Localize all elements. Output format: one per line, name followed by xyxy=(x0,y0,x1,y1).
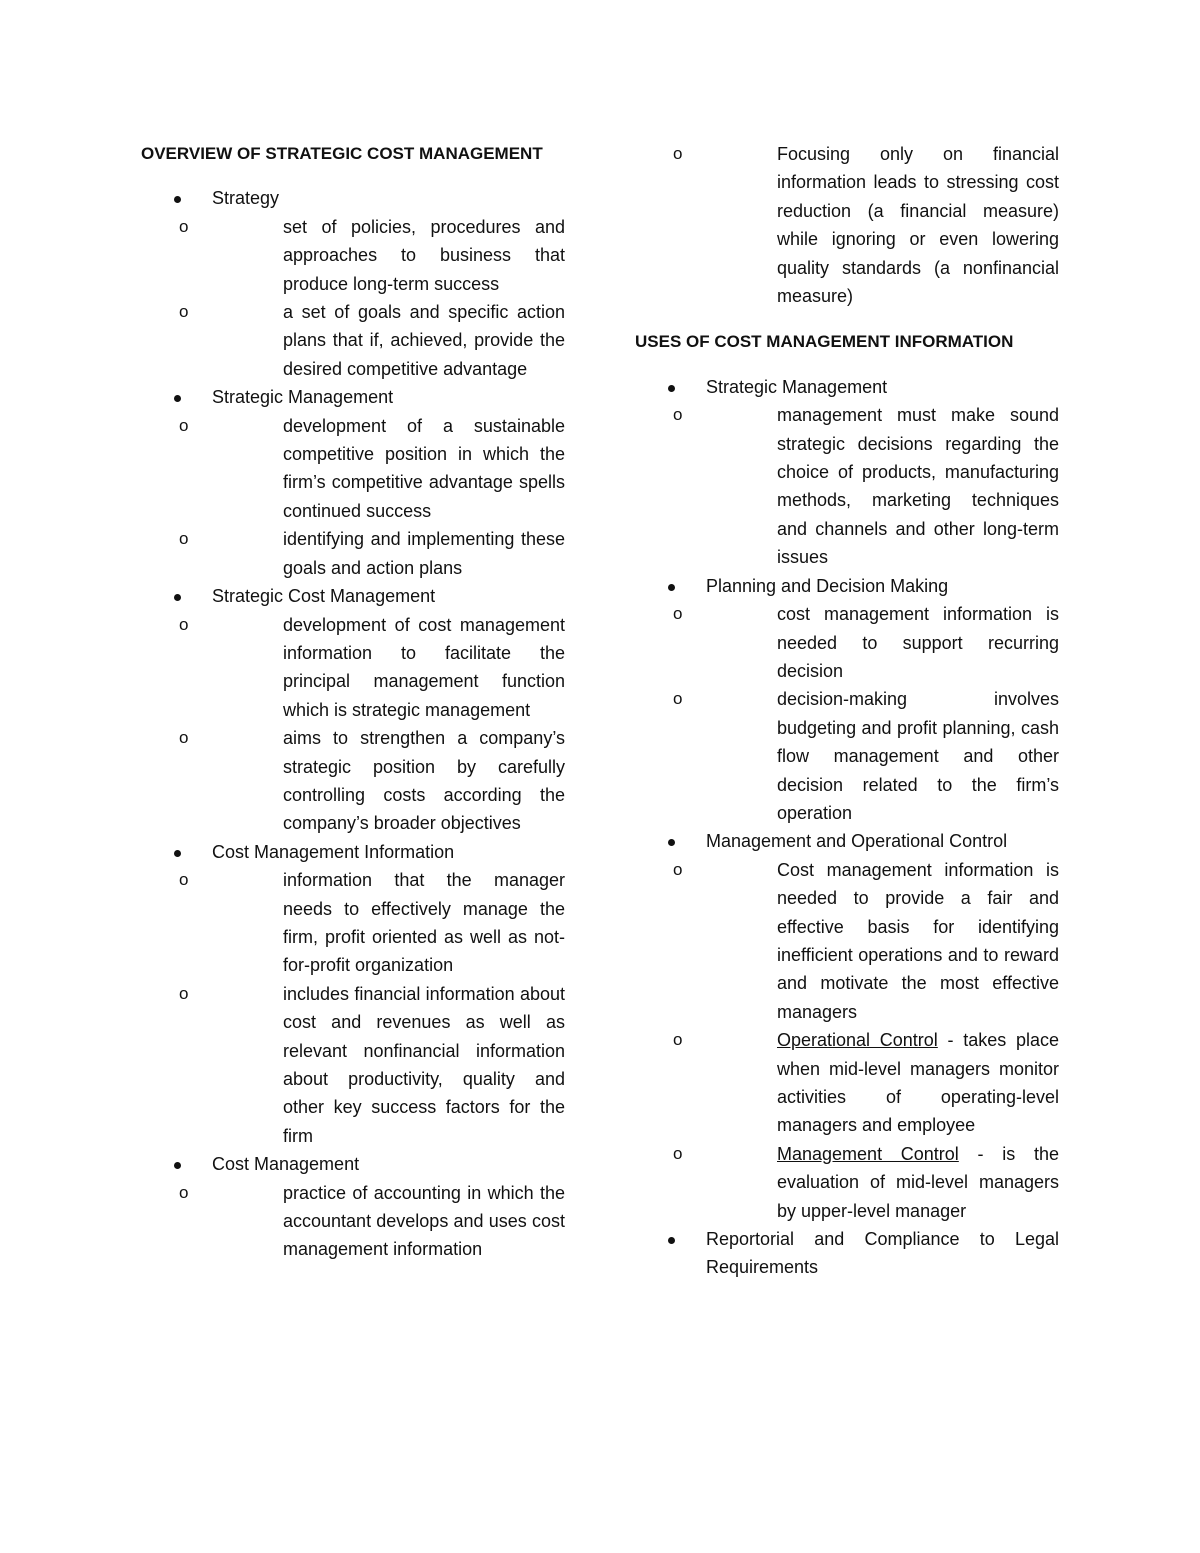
uses-list xyxy=(635,373,1059,1282)
sub-list-item xyxy=(635,856,1059,1026)
circle-bullet-icon: o xyxy=(179,870,189,890)
list-item-label: Reportorial and Compliance to Legal Requirements xyxy=(706,1229,1059,1278)
sub-item-text: includes financial information about cost and revenues as well as relevant nonfinancial information about productivity, quality and other key success factors for the firm xyxy=(283,983,565,1146)
circle-bullet-icon: o xyxy=(179,983,189,1003)
sub-list xyxy=(179,611,565,838)
list-item-label: Cost Management Information xyxy=(212,841,455,862)
list-item-strategy xyxy=(141,184,565,383)
circle-bullet-icon: o xyxy=(673,1030,683,1050)
defined-term: Operational Control xyxy=(777,1030,938,1051)
circle-bullet-icon: o xyxy=(673,604,683,624)
circle-bullet-icon: o xyxy=(179,1182,189,1202)
list-item-label: Strategic Management xyxy=(212,387,394,408)
circle-bullet-icon: o xyxy=(179,302,189,322)
sub-item-text: a set of goals and specific action plans that if, achieved, provide the desired competitive advantage xyxy=(283,302,565,379)
bullet-icon xyxy=(174,395,181,402)
list-item-strategic-cost-management xyxy=(141,582,565,838)
bullet-icon xyxy=(174,1162,181,1169)
circle-bullet-icon: o xyxy=(179,728,189,748)
sub-item-text: practice of accounting in which the accountant develops and uses cost management information xyxy=(283,1182,565,1260)
list-item-reportorial-compliance xyxy=(635,1225,1059,1282)
sub-list-item xyxy=(141,525,565,582)
bullet-icon xyxy=(174,850,181,857)
circle-bullet-icon: o xyxy=(673,859,683,879)
list-item-strategic-management xyxy=(141,383,565,582)
sub-item-text: cost management information is needed to support recurring decision xyxy=(777,604,1059,681)
circle-bullet-icon: o xyxy=(179,614,189,634)
sub-list-item xyxy=(635,685,1059,827)
sub-item-text: set of policies, procedures and approaches to business that produce long-term success xyxy=(283,216,565,294)
list-item-management-operational-control xyxy=(635,827,1059,1225)
sub-list-item xyxy=(635,140,1059,310)
sub-item-text: decision-making involves budgeting and profit planning, cash flow management and other decision related to the firm’s operation xyxy=(777,689,1059,823)
sub-list xyxy=(673,856,1059,1225)
sub-item-text: Cost management information is needed to provide a fair and effective basis for identifying inefficient operations and to reward and motivate the most effective managers xyxy=(777,859,1059,1022)
sub-list xyxy=(673,600,1059,827)
list-item-planning-decision-making xyxy=(635,572,1059,828)
sub-list-item xyxy=(141,611,565,725)
sub-list xyxy=(179,866,565,1150)
sub-item-text: information that the manager needs to effectively manage the firm, profit oriented as well as not-for-profit organization xyxy=(283,870,565,976)
sub-item-text: development of a sustainable competitive position in which the firm’s competitive advantage spells continued success xyxy=(283,415,565,521)
list-item-cost-management xyxy=(141,1150,565,1264)
sub-item-text: development of cost management information to facilitate the principal management function which is strategic management xyxy=(283,614,565,720)
sub-list-item xyxy=(635,1140,1059,1225)
sub-item-text: Focusing only on financial information leads to stressing cost reduction (a financial measure) while ignoring or even lowering quality standards (a nonfinancial measure) xyxy=(777,144,1059,307)
sub-list-item xyxy=(635,1026,1059,1140)
circle-bullet-icon: o xyxy=(179,529,189,549)
sub-list-item xyxy=(141,213,565,298)
list-item-continued xyxy=(635,140,1059,310)
list-item-strategic-management xyxy=(635,373,1059,572)
sub-list-item xyxy=(635,401,1059,571)
sub-item-text xyxy=(706,1140,1059,1225)
sub-item-text: aims to strengthen a company’s strategic position by carefully controlling costs according the company’s broader objectives xyxy=(283,728,565,834)
sub-list-item xyxy=(141,1179,565,1264)
section-heading-uses: USES OF COST MANAGEMENT INFORMATION xyxy=(635,332,1014,352)
list-item-cost-management-information xyxy=(141,838,565,1150)
bullet-icon xyxy=(668,839,675,846)
circle-bullet-icon: o xyxy=(673,144,683,163)
bullet-icon xyxy=(668,584,675,591)
list-item-label: Strategic Management xyxy=(706,376,888,397)
bullet-icon xyxy=(174,594,181,601)
sub-item-text xyxy=(706,1026,1059,1140)
circle-bullet-icon: o xyxy=(179,216,189,236)
section-heading-overview: OVERVIEW OF STRATEGIC COST MANAGEMENT xyxy=(141,144,543,163)
sub-list-item xyxy=(141,866,565,980)
bullet-icon xyxy=(668,1237,675,1244)
sub-list-item xyxy=(141,412,565,526)
sub-list xyxy=(179,1179,565,1264)
sub-list-item xyxy=(141,298,565,383)
list-item-label: Strategy xyxy=(212,188,280,209)
sub-item-text: identifying and implementing these goals and action plans xyxy=(283,529,565,578)
list-item-label: Strategic Cost Management xyxy=(212,586,436,607)
left-column xyxy=(141,140,565,1264)
circle-bullet-icon: o xyxy=(179,415,189,435)
sub-item-text: management must make sound strategic decisions regarding the choice of products, manufacturing methods, marketing techniques and channels and other long-term issues xyxy=(777,405,1059,568)
sub-list xyxy=(179,412,565,582)
bullet-icon xyxy=(668,385,675,392)
sub-list xyxy=(673,401,1059,571)
list-item-label: Cost Management xyxy=(212,1154,360,1175)
continued-list xyxy=(635,140,1059,310)
circle-bullet-icon: o xyxy=(673,689,683,709)
sub-list xyxy=(673,140,1059,310)
sub-list-item xyxy=(635,600,1059,685)
term-definition: - takes place when mid-level managers monitor activities of operating-level managers and employee xyxy=(777,1030,1059,1136)
sub-list xyxy=(179,213,565,383)
circle-bullet-icon: o xyxy=(673,1143,683,1163)
overview-list xyxy=(141,184,565,1263)
bullet-icon xyxy=(174,196,181,203)
defined-term: Management Control xyxy=(777,1143,959,1164)
list-item-label: Planning and Decision Making xyxy=(706,575,949,596)
right-column xyxy=(635,140,1059,1282)
list-item-label: Management and Operational Control xyxy=(706,831,1008,852)
sub-list-item xyxy=(141,980,565,1150)
sub-list-item xyxy=(141,724,565,838)
term-definition: - is the evaluation of mid-level managers by upper-level manager xyxy=(777,1143,1059,1221)
circle-bullet-icon: o xyxy=(673,405,683,425)
